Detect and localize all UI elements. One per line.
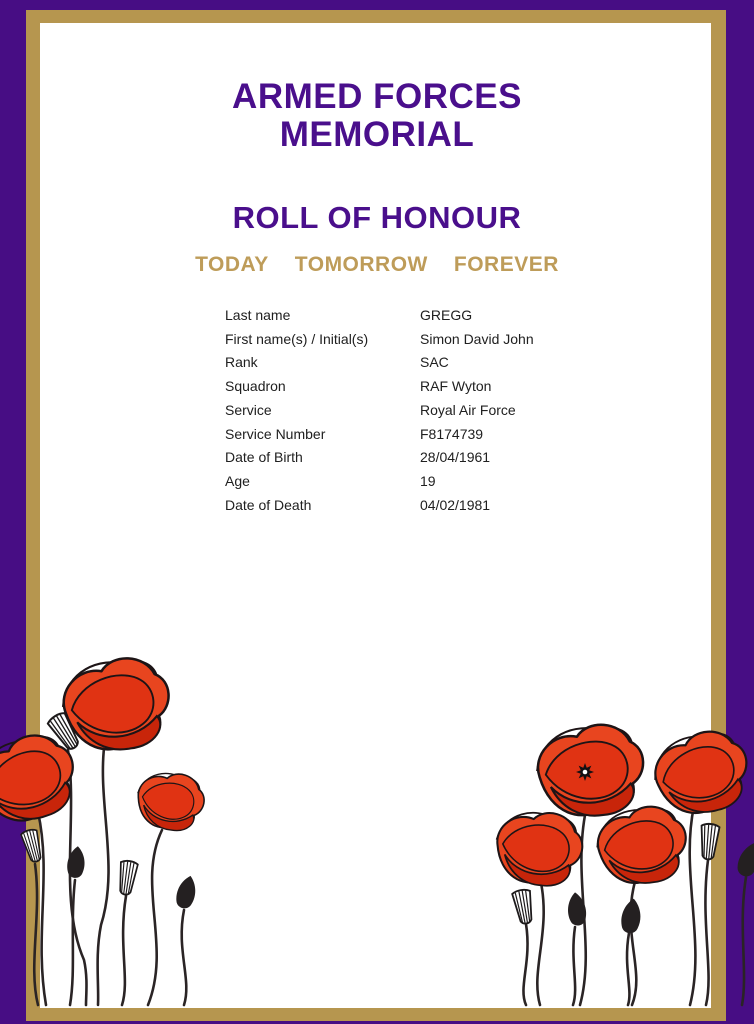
motto-word-forever: FOREVER	[453, 253, 559, 276]
motto-word-today: TODAY	[195, 253, 269, 276]
field-label: Rank	[225, 354, 258, 371]
field-label: First name(s) / Initial(s)	[225, 330, 369, 347]
record-row-first-names	[225, 328, 545, 352]
field-label: Squadron	[225, 378, 286, 395]
record-row-date-of-birth	[225, 446, 545, 470]
field-value: F8174739	[420, 425, 484, 442]
record-row-rank	[225, 351, 545, 375]
record-row-last-name	[225, 304, 545, 328]
motto-line	[0, 252, 754, 278]
field-value: RAF Wyton	[420, 378, 492, 395]
field-value: Simon David John	[420, 330, 534, 347]
field-value: 19	[420, 472, 436, 489]
field-label: Date of Death	[225, 496, 312, 513]
field-label: Last name	[225, 307, 291, 323]
poppy-illustration-right-icon	[480, 712, 754, 1012]
field-label: Service Number	[225, 425, 326, 442]
field-value: SAC	[420, 354, 449, 371]
poppy-illustration-left-icon	[0, 650, 230, 1010]
field-value: Royal Air Force	[420, 401, 516, 418]
record-row-squadron	[225, 375, 545, 399]
record-row-date-of-death	[225, 494, 545, 518]
field-label: Age	[225, 472, 250, 489]
field-value: 28/04/1961	[420, 449, 491, 466]
field-value: GREGG	[420, 307, 473, 323]
record-row-age	[225, 470, 545, 494]
record-row-service	[225, 399, 545, 423]
roll-of-honour-heading: ROLL OF HONOUR	[232, 200, 522, 235]
record-row-service-number	[225, 423, 545, 447]
motto-word-tomorrow: TOMORROW	[294, 253, 428, 276]
service-record-table	[225, 304, 545, 517]
field-label: Date of Birth	[225, 449, 303, 466]
field-value: 04/02/1981	[420, 496, 491, 513]
title-line-2: MEMORIAL	[279, 115, 475, 154]
title-line-1: ARMED FORCES	[232, 77, 522, 116]
field-label: Service	[225, 401, 272, 418]
page-title	[0, 78, 754, 154]
